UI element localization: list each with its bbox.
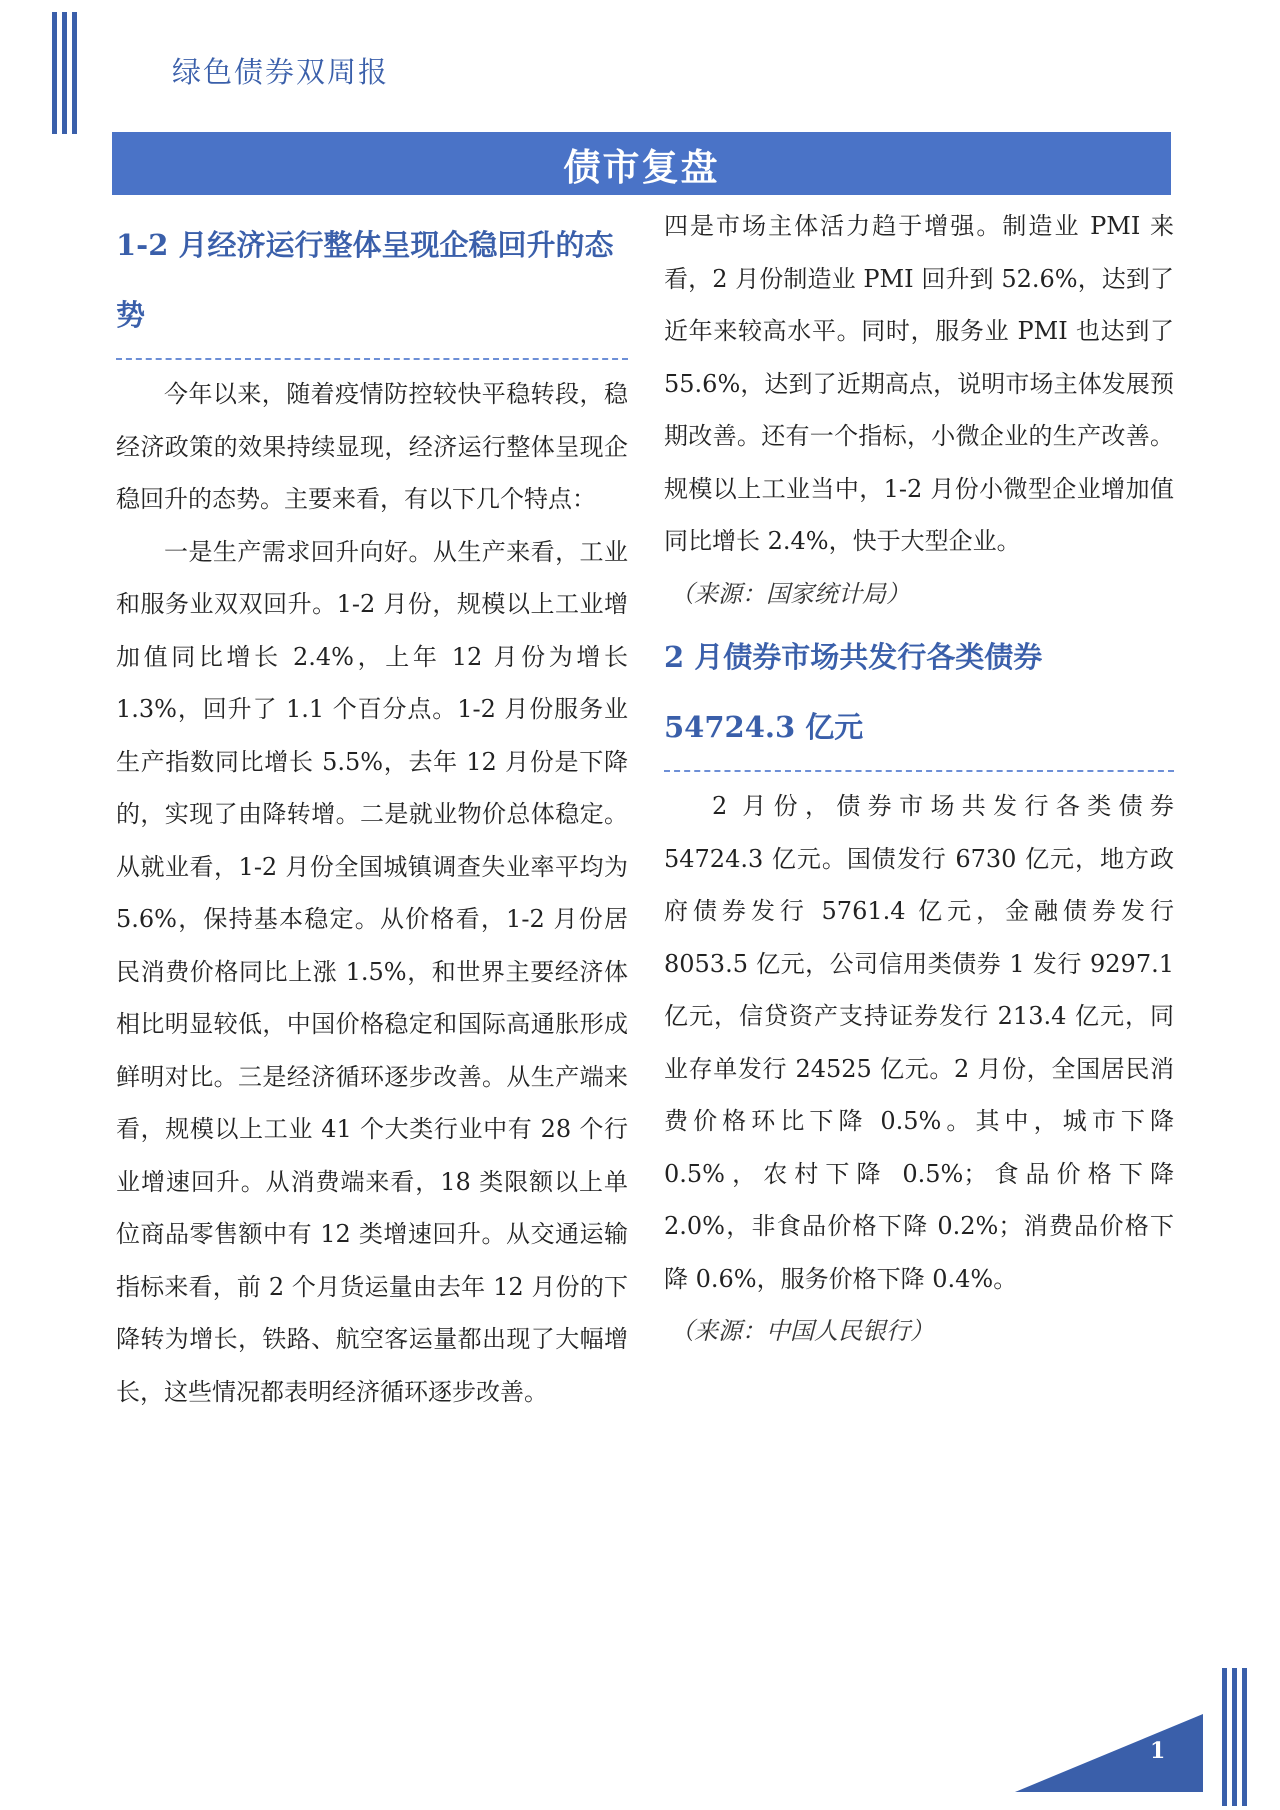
page-corner-decor	[1015, 1714, 1203, 1792]
report-title: 绿色债券双周报	[172, 55, 390, 89]
section1-paragraph-intro: 今年以来，随着疫情防控较快平稳转段，稳经济政策的效果持续显现，经济运行整体呈现企稳回升的态势。主要来看，有以下几个特点：	[116, 380, 628, 513]
section-banner	[112, 132, 1171, 195]
footer-decor-bars	[1222, 1668, 1247, 1806]
page-number: 1	[1150, 1738, 1166, 1764]
section1-heading: 1-2 月经济运行整体呈现企稳回升的态势	[116, 210, 628, 360]
section2-paragraph: 2 月份，债券市场共发行各类债券 54724.3 亿元。国债发行 6730 亿元，地方政府债券发行 5761.4 亿元，金融债券发行 8053.5 亿元，公司信用类债券 1 发行 9297.1 亿元，信贷资产支持证券发行 213.4 亿元，同业存单发行 24525 亿元。2 月份，全国居民消费价格环比下降 0.5%。其中，城市下降 0.5%，农村下降 0.5%；食品价格下降 2.0%，非食品价格下降 0.2%；消费品价格下降 0.6%，服务价格下降 0.4%。	[664, 792, 1174, 1293]
section2-source: （来源：中国人民银行）	[670, 1317, 934, 1345]
left-column	[116, 210, 628, 1418]
section1-paragraph-continued: 四是市场主体活力趋于增强。制造业 PMI 来看，2 月份制造业 PMI 回升到 52.6%，达到了近年来较高水平。同时，服务业 PMI 也达到了 55.6%，达到了近期高点，说明市场主体发展预期改善。还有一个指标，小微企业的生产改善。规模以上工业当中，1-2 月份小微型企业增加值同比增长 2.4%，快于大型企业。	[664, 212, 1174, 555]
header-decor-bars	[52, 12, 77, 134]
section1-source: （来源：国家统计局）	[670, 579, 910, 608]
section2-heading: 2 月债券市场共发行各类债券 54724.3 亿元	[664, 622, 1174, 772]
section1-paragraph-points: 一是生产需求回升向好。从生产来看，工业和服务业双双回升。1-2 月份，规模以上工业增加值同比增长 2.4%，上年 12 月份为增长 1.3%，回升了 1.1 个百分点。1-2 月份服务业生产指数同比增长 5.5%，去年 12 月份是下降的，实现了由降转增。二是就业物价总体稳定。从就业看，1-2 月份全国城镇调查失业率平均为 5.6%，保持基本稳定。从价格看，1-2 月份居民消费价格同比上涨 1.5%，和世界主要经济体相比明显较低，中国价格稳定和国际高通胀形成鲜明对比。三是经济循环逐步改善。从生产端来看，规模以上工业 41 个大类行业中有 28 个行业增速回升。从消费端来看，18 类限额以上单位商品零售额中有 12 类增速回升。从交通运输指标来看，前 2 个月货运量由去年 12 月份的下降转为增长，铁路、航空客运量都出现了大幅增长，这些情况都表明经济循环逐步改善。	[116, 537, 628, 1406]
right-column	[664, 200, 1174, 1358]
banner-title: 债市复盘	[563, 144, 720, 189]
